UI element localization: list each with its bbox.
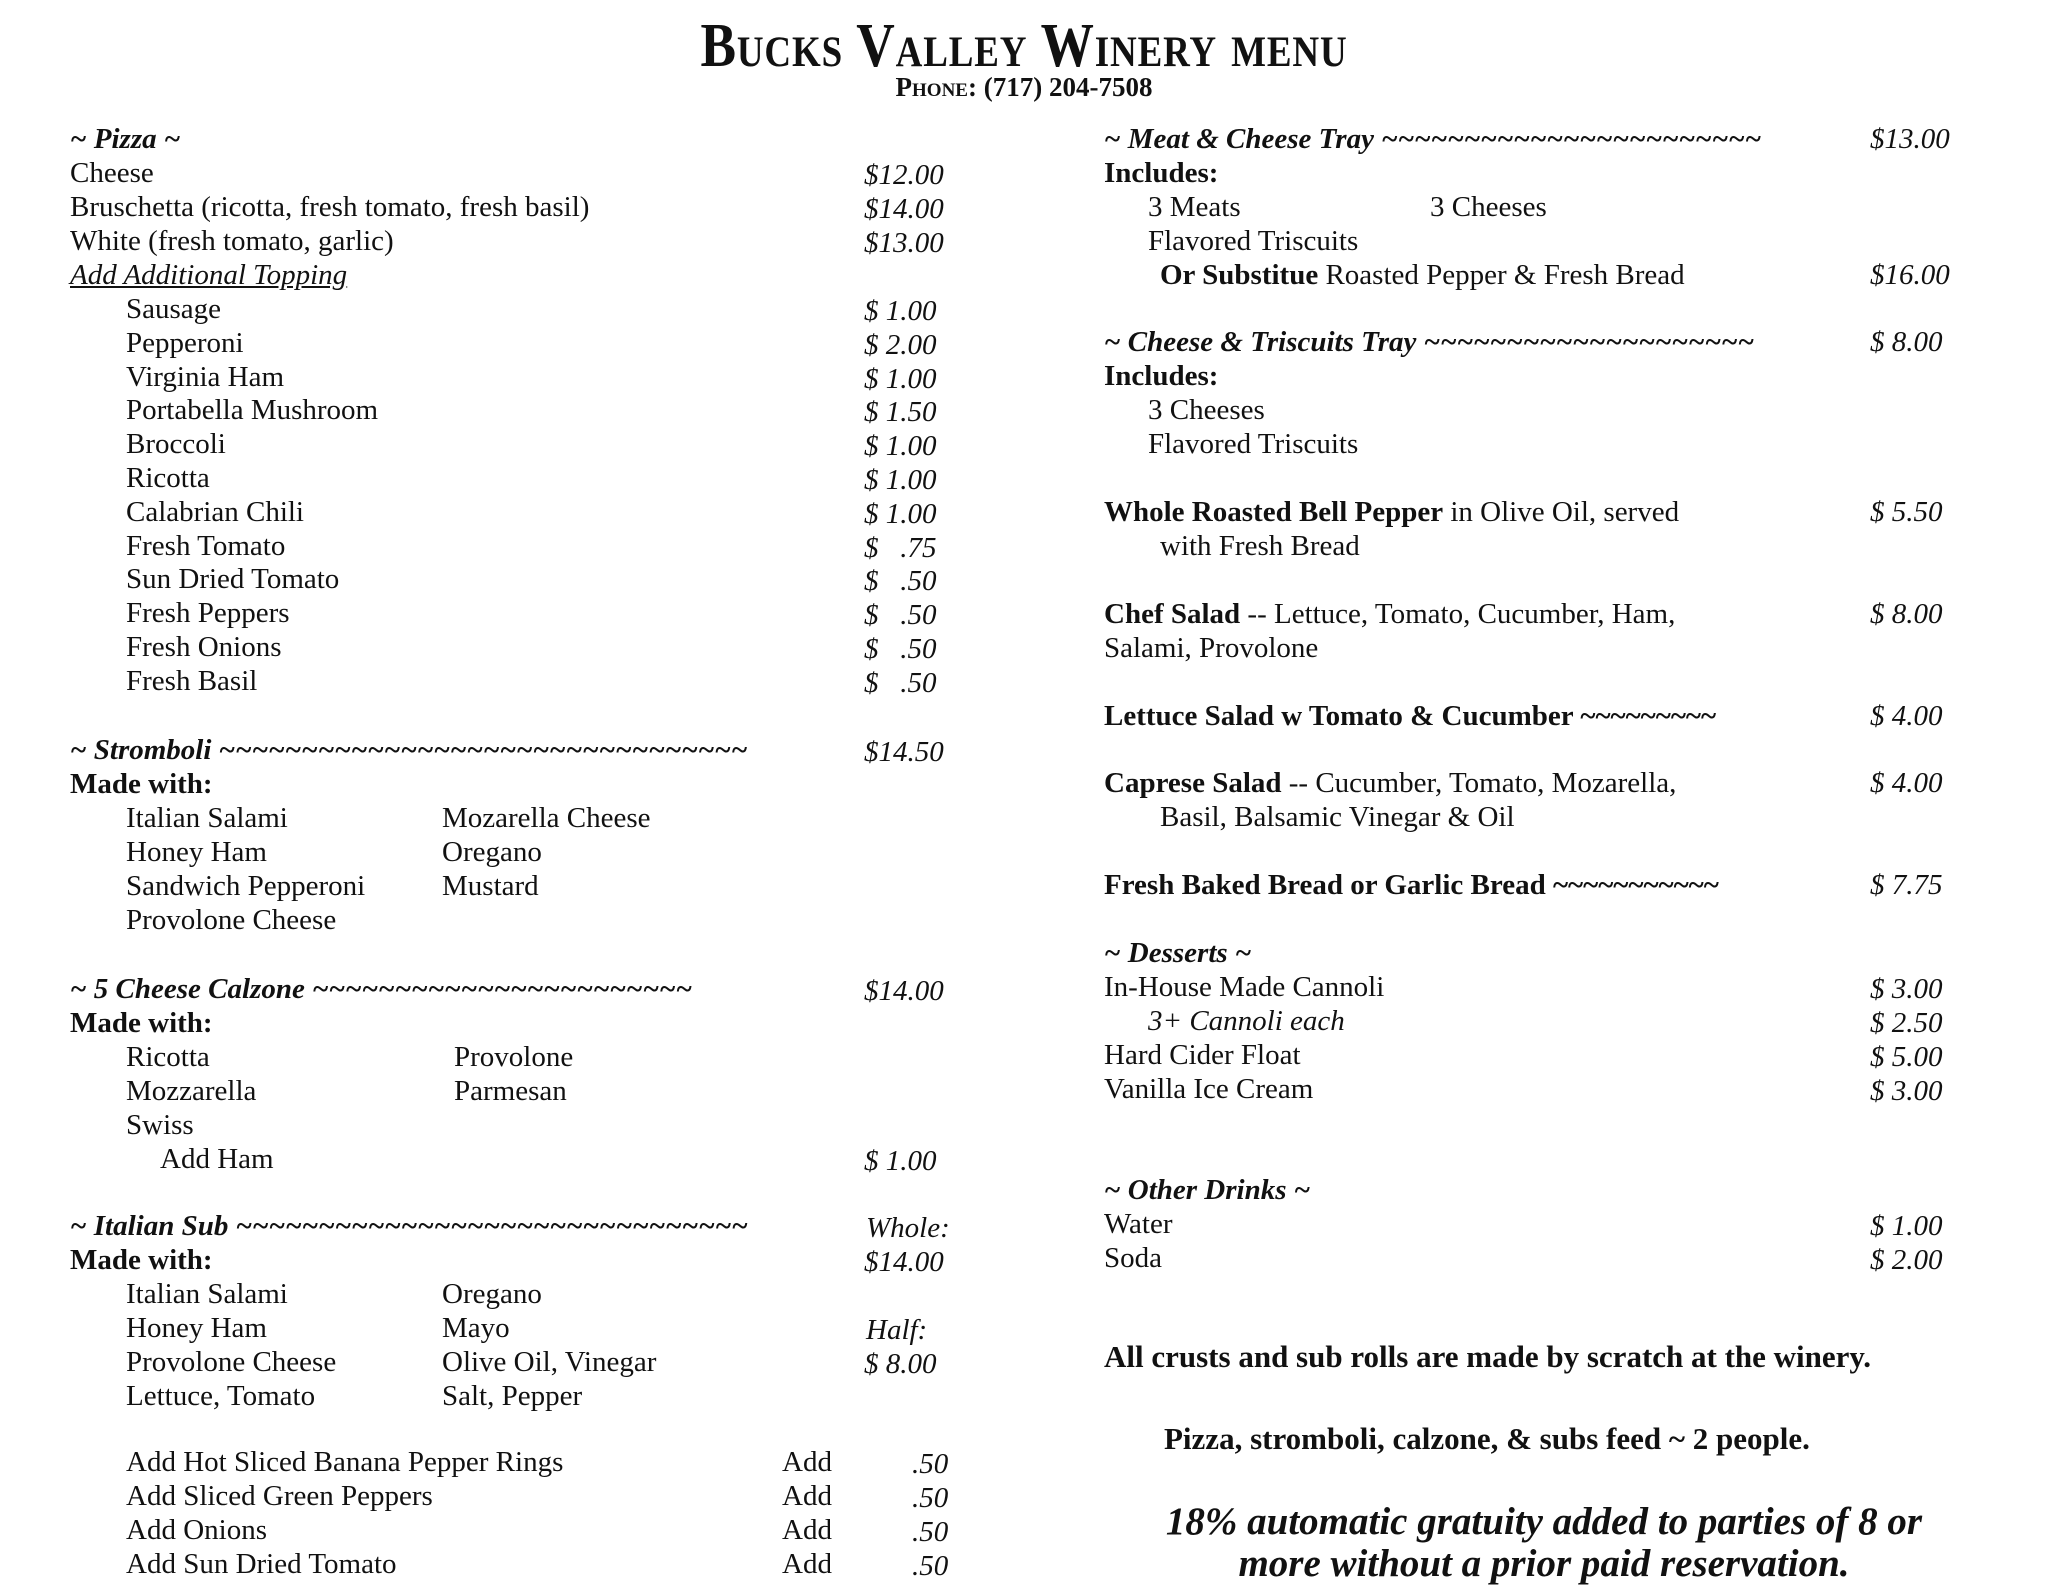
feeds-note: Pizza, stromboli, calzone, & subs feed ~ 2 people. — [1164, 1421, 1810, 1456]
bell-pepper-item — [1104, 495, 1679, 529]
dessert-name: Hard Cider Float — [1104, 1039, 1301, 1071]
topping-name: Pepperoni — [126, 326, 244, 359]
stromboli-ingredient: Mustard — [442, 870, 539, 902]
substitute-text: Roasted Pepper & Fresh Bread — [1325, 259, 1685, 291]
topping-price: $ 1.00 — [864, 464, 937, 496]
meat-tray-price: $13.00 — [1870, 123, 1950, 155]
sub-ingredient: Mayo — [442, 1312, 510, 1344]
desserts-heading: ~ Desserts ~ — [1104, 937, 1252, 969]
drinks-heading: ~ Other Drinks ~ — [1104, 1174, 1311, 1206]
sub-ingredient: Salt, Pepper — [442, 1380, 583, 1412]
meat-tray-meats: 3 Meats — [1148, 191, 1241, 223]
substitute-label: Or Substitue — [1160, 259, 1319, 291]
bread-name: Fresh Baked Bread or Garlic Bread ~~~~~~~~~~~ — [1104, 869, 1719, 901]
topping-price: $ .50 — [864, 633, 937, 665]
caprese-name: Caprese Salad — [1104, 767, 1282, 799]
calzone-ingredient: Ricotta — [126, 1041, 210, 1073]
topping-name: Calabrian Chili — [126, 495, 304, 528]
pizza-item-price: $12.00 — [864, 159, 944, 191]
meat-tray-heading: ~ Meat & Cheese Tray ~~~~~~~~~~~~~~~~~~~~~~~ — [1104, 123, 1762, 155]
bell-pepper-name: Whole Roasted Bell Pepper — [1104, 496, 1444, 528]
topping-name: Fresh Tomato — [126, 529, 286, 562]
chef-salad-desc2: Salami, Provolone — [1104, 632, 1319, 664]
sub-addon-name: Add Hot Sliced Banana Pepper Rings — [126, 1446, 564, 1478]
sub-half-price: $ 8.00 — [864, 1348, 937, 1380]
stromboli-ingredient: Honey Ham — [126, 836, 267, 868]
drink-name: Soda — [1104, 1242, 1162, 1274]
bread-price: $ 7.75 — [1870, 869, 1943, 901]
sub-addon-add: Add — [782, 1480, 832, 1512]
chef-salad-price: $ 8.00 — [1870, 598, 1943, 630]
pizza-item-name: White (fresh tomato, garlic) — [70, 225, 394, 257]
drink-price: $ 1.00 — [1870, 1210, 1943, 1242]
sub-addon-price: .50 — [912, 1448, 949, 1480]
sub-ingredient: Lettuce, Tomato — [126, 1380, 316, 1412]
topping-price: $ 1.00 — [864, 362, 937, 395]
sub-ingredient: Olive Oil, Vinegar — [442, 1346, 657, 1378]
topping-name: Broccoli — [126, 428, 226, 461]
topping-price: $ 2.00 — [864, 328, 937, 361]
gratuity-note-line2: more without a prior paid reservation. — [1238, 1542, 1850, 1585]
pizza-item-name: Bruschetta (ricotta, fresh tomato, fresh basil) — [70, 191, 590, 223]
sub-half-label: Half: — [866, 1314, 928, 1346]
topping-price: $ .50 — [864, 599, 937, 632]
stromboli-price: $14.50 — [864, 736, 944, 768]
topping-price: $ 1.00 — [864, 430, 937, 463]
topping-price: $ 1.50 — [864, 396, 937, 429]
bell-pepper-price: $ 5.50 — [1870, 496, 1943, 528]
drink-price: $ 2.00 — [1870, 1244, 1943, 1276]
sub-addon-name: Add Sliced Green Peppers — [126, 1480, 433, 1512]
topping-price: $ .50 — [864, 666, 937, 699]
cheese-tray-heading: ~ Cheese & Triscuits Tray ~~~~~~~~~~~~~~~~~~~~ — [1104, 326, 1755, 358]
dessert-name: In-House Made Cannoli — [1104, 971, 1385, 1003]
calzone-ingredient: Parmesan — [454, 1075, 567, 1107]
phone-number: Phone: (717) 204-7508 — [895, 72, 1153, 102]
dessert-price: $ 3.00 — [1870, 973, 1943, 1005]
stromboli-heading: ~ Stromboli ~~~~~~~~~~~~~~~~~~~~~~~~~~~~~~~~ — [70, 734, 748, 766]
sub-addon-name: Add Onions — [126, 1514, 267, 1546]
sub-ingredient: Oregano — [442, 1278, 542, 1310]
pizza-item-name: Cheese — [70, 157, 154, 189]
caprese-price: $ 4.00 — [1870, 767, 1943, 799]
cheese-tray-price: $ 8.00 — [1870, 326, 1943, 358]
chef-salad-name: Chef Salad — [1104, 598, 1241, 630]
meat-tray-cheeses: 3 Cheeses — [1430, 191, 1547, 223]
lettuce-salad-name: Lettuce Salad w Tomato & Cucumber ~~~~~~~~~ — [1104, 700, 1717, 732]
calzone-add-ham-price: $ 1.00 — [864, 1145, 937, 1177]
meat-tray-substitute-price: $16.00 — [1870, 259, 1950, 291]
cheese-tray-includes: Includes: — [1104, 360, 1219, 392]
dessert-price: $ 5.00 — [1870, 1041, 1943, 1073]
topping-price: $ .75 — [864, 531, 937, 564]
calzone-ingredient: Mozzarella — [126, 1075, 257, 1107]
topping-name: Fresh Basil — [126, 664, 258, 697]
sub-addon-price: .50 — [912, 1550, 949, 1582]
sub-heading: ~ Italian Sub ~~~~~~~~~~~~~~~~~~~~~~~~~~~~~~~ — [70, 1210, 748, 1242]
dessert-price: $ 3.00 — [1870, 1075, 1943, 1107]
calzone-ingredient: Swiss — [126, 1109, 194, 1141]
sub-made-with: Made with: — [70, 1244, 213, 1276]
drink-name: Water — [1104, 1208, 1173, 1240]
pizza-heading: ~ Pizza ~ — [70, 123, 181, 155]
sub-whole-price: $14.00 — [864, 1246, 944, 1278]
topping-price: $ .50 — [864, 565, 937, 598]
meat-tray-substitute — [1160, 258, 1685, 292]
stromboli-ingredient: Mozarella Cheese — [442, 802, 651, 834]
topping-name: Portabella Mushroom — [126, 394, 379, 427]
topping-price: $ 1.00 — [864, 295, 937, 327]
sub-addon-name: Add Sun Dried Tomato — [126, 1548, 397, 1580]
chef-salad-desc: -- Lettuce, Tomato, Cucumber, Ham, — [1240, 598, 1676, 630]
sub-ingredient: Italian Salami — [126, 1278, 288, 1310]
caprese-desc2: Basil, Balsamic Vinegar & Oil — [1160, 801, 1515, 833]
sub-addon-add: Add — [782, 1446, 832, 1478]
dessert-price: $ 2.50 — [1870, 1007, 1943, 1039]
sub-addon-price: .50 — [912, 1516, 949, 1548]
stromboli-ingredient: Provolone Cheese — [126, 904, 337, 936]
bell-pepper-desc2: with Fresh Bread — [1160, 530, 1360, 562]
cheese-tray-triscuits: Flavored Triscuits — [1148, 428, 1359, 460]
bell-pepper-desc: in Olive Oil, served — [1443, 496, 1680, 528]
caprese-item — [1104, 766, 1676, 800]
lettuce-salad-price: $ 4.00 — [1870, 700, 1943, 732]
calzone-heading: ~ 5 Cheese Calzone ~~~~~~~~~~~~~~~~~~~~~~~ — [70, 973, 693, 1005]
toppings-heading: Add Additional Topping — [70, 259, 348, 291]
meat-tray-includes: Includes: — [1104, 157, 1219, 189]
stromboli-ingredient: Oregano — [442, 836, 542, 868]
topping-name: Ricotta — [126, 462, 210, 494]
sub-ingredient: Provolone Cheese — [126, 1346, 337, 1378]
sub-addon-add: Add — [782, 1514, 832, 1546]
meat-tray-triscuits: Flavored Triscuits — [1148, 225, 1359, 257]
menu-title: Bucks Valley Winery menu — [700, 12, 1348, 80]
topping-name: Sun Dried Tomato — [126, 563, 340, 596]
topping-name: Fresh Onions — [126, 631, 282, 663]
topping-price: $ 1.00 — [864, 497, 937, 530]
pizza-item-price: $14.00 — [864, 193, 944, 225]
calzone-price: $14.00 — [864, 975, 944, 1007]
calzone-add-ham: Add Ham — [160, 1143, 274, 1175]
pizza-item-price: $13.00 — [864, 227, 944, 259]
topping-name: Sausage — [126, 293, 222, 325]
sub-addon-price: .50 — [912, 1482, 949, 1514]
stromboli-made-with: Made with: — [70, 768, 213, 800]
sub-addon-add: Add — [782, 1548, 832, 1580]
stromboli-ingredient: Sandwich Pepperoni — [126, 870, 366, 902]
topping-name: Fresh Peppers — [126, 597, 290, 630]
dessert-name: 3+ Cannoli each — [1148, 1005, 1345, 1037]
stromboli-ingredient: Italian Salami — [126, 802, 288, 834]
sub-ingredient: Honey Ham — [126, 1312, 267, 1344]
gratuity-note-line1: 18% automatic gratuity added to parties of 8 or — [1165, 1500, 1923, 1543]
chef-salad-item — [1104, 597, 1675, 631]
calzone-made-with: Made with: — [70, 1007, 213, 1039]
calzone-ingredient: Provolone — [454, 1041, 574, 1073]
crusts-note: All crusts and sub rolls are made by scratch at the winery. — [1104, 1339, 1871, 1374]
sub-whole-label: Whole: — [866, 1212, 950, 1244]
cheese-tray-cheeses: 3 Cheeses — [1148, 394, 1265, 426]
caprese-desc: -- Cucumber, Tomato, Mozarella, — [1281, 767, 1677, 799]
dessert-name: Vanilla Ice Cream — [1104, 1073, 1314, 1105]
topping-name: Virginia Ham — [126, 360, 284, 393]
